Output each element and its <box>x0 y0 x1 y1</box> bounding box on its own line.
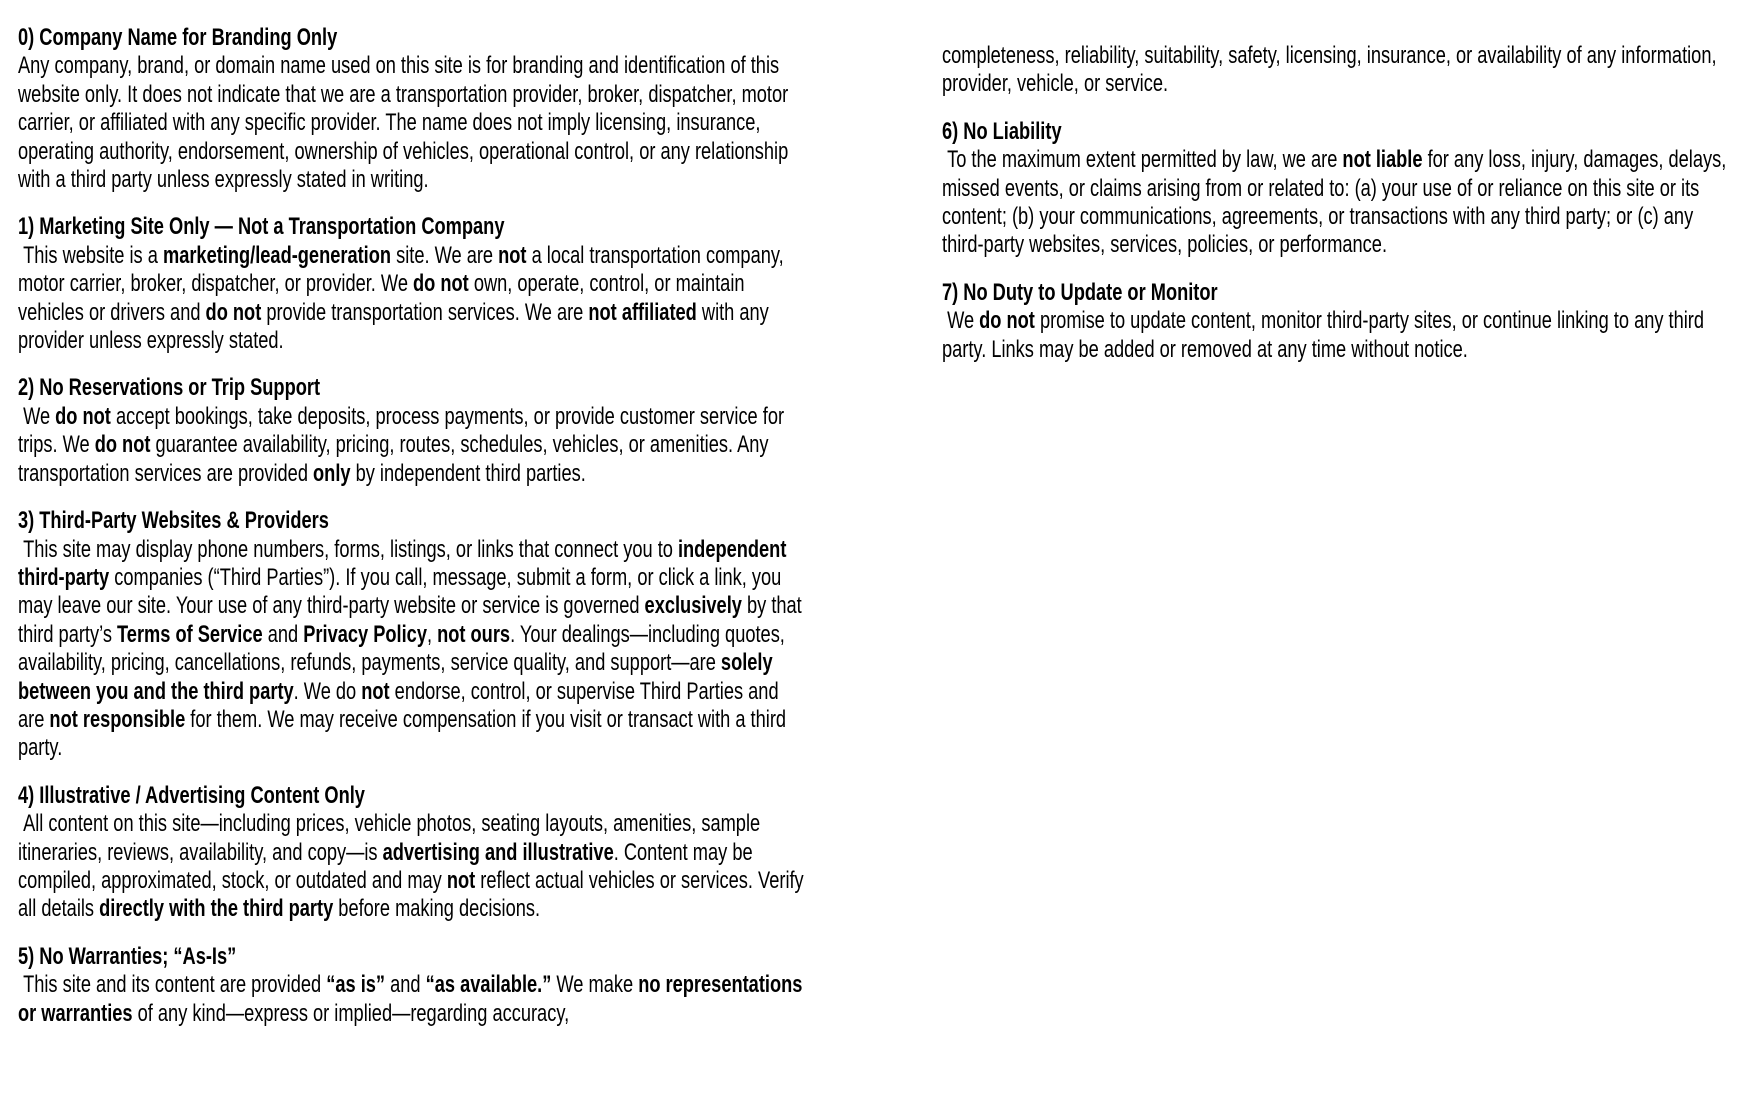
section-5-no-warranties <box>18 943 810 1028</box>
section-3-heading: 3) Third-Party Websites & Providers <box>18 507 329 535</box>
section-6-no-liability <box>942 117 1732 260</box>
section-4-illustrative-content <box>18 782 810 924</box>
section-7-paragraph: We do not promise to update content, monitor third-party sites, or continue linking to any third party. Links may be added or removed at any time without notice. <box>942 307 1710 363</box>
section-5-continuation <box>942 42 1729 99</box>
section-6-paragraph: To the maximum extent permitted by law, we are not liable for any loss, injury, damages, delays, missed events, or claims arising from or related to: (a) your use of or reliance on this site or its content; (b) your communications, agreements, or transactions with any third party; or (c) any third-party websites, services, policies, or performance. <box>942 146 1732 259</box>
section-2-heading: 2) No Reservations or Trip Support <box>18 374 321 402</box>
section-3-paragraph: This site may display phone numbers, forms, listings, or links that connect you to independent third-party companies (“Third Parties”). If you call, message, submit a form, or click a link, you may leave our site. Your use of any third-party website or service is governed exclusively by that third party’s Terms of Service and Privacy Policy, not ours. Your dealings—including quotes, availability, pricing, cancellations, refunds, payments, service quality, and support—are solely between you and the third party. We do not endorse, control, or supervise Third Parties and are not responsible for them. We may receive compensation if you visit or transact with a third party. <box>18 535 807 762</box>
section-5-continuation-paragraph: completeness, reliability, suitability, safety, licensing, insurance, or availability of any information, provider, vehicle, or service. <box>942 42 1722 98</box>
section-5-paragraph: This site and its content are provided “as is” and “as available.” We make no representations or warranties of any kind—express or implied—regarding accuracy, <box>18 971 808 1027</box>
section-2-paragraph: We do not accept bookings, take deposits, process payments, or provide customer service for trips. We do not guarantee availability, pricing, routes, schedules, vehicles, or amenities. Any transportation services are provided only by independent third parties. <box>18 402 790 487</box>
section-7-no-duty-to-update <box>942 279 1729 364</box>
section-4-paragraph: All content on this site—including prices, vehicle photos, seating layouts, amenities, sample itineraries, reviews, availability, and copy—is advertising and illustrative. Content may be compiled, approximated, stock, or outdated and may not reflect actual vehicles or services. Verify all details directly with the third party before making decisions. <box>18 810 809 923</box>
section-1-paragraph: This website is a marketing/lead-generation site. We are not a local transportation company, motor carrier, broker, dispatcher, or provider. We do not own, operate, control, or maintain vehicles or drivers and do not provide transportation services. We are not affiliated with any provider unless expressly stated. <box>18 241 789 355</box>
section-5-heading: 5) No Warranties; “As-Is” <box>18 942 237 970</box>
section-2-no-reservations <box>18 374 810 488</box>
section-4-heading: 4) Illustrative / Advertising Content Only <box>18 781 365 809</box>
section-1-heading: 1) Marketing Site Only — Not a Transportation Company <box>18 213 505 241</box>
section-1-marketing-site-only <box>18 213 810 355</box>
section-0-heading: 0) Company Name for Branding Only <box>18 24 338 51</box>
section-3-third-party-websites <box>18 507 810 763</box>
right-column <box>942 42 1732 383</box>
left-column <box>18 24 810 1047</box>
section-6-heading: 6) No Liability <box>942 117 1062 145</box>
section-0-paragraph: Any company, brand, or domain name used on this site is for branding and identification of this website only. It does not indicate that we are a transportation provider, broker, dispatcher, motor carrier, or affiliated with any specific provider. The name does not imply licensing, insurance, operating authority, endorsement, ownership of vehicles, operational control, or any relationship with a third party unless expressly stated in writing. <box>18 52 794 194</box>
section-0-company-name <box>18 24 810 194</box>
section-7-heading: 7) No Duty to Update or Monitor <box>942 278 1218 306</box>
